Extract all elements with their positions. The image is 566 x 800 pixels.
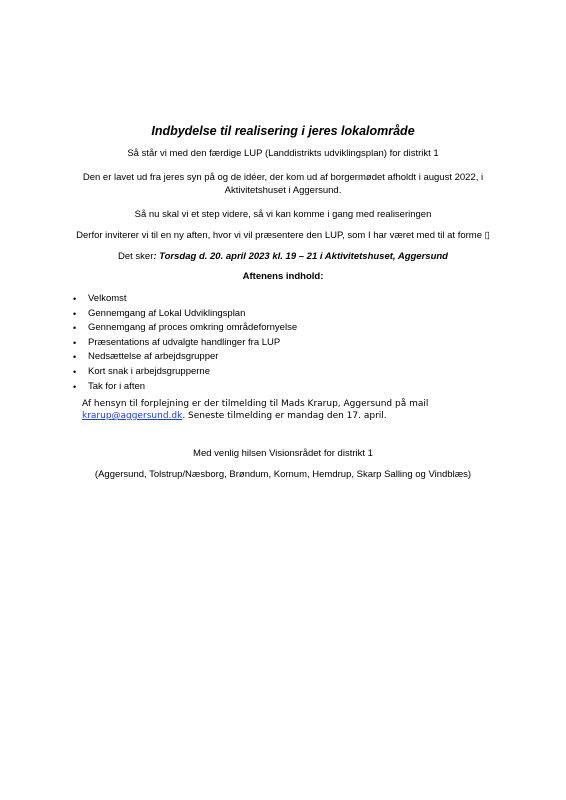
signup-email-link[interactable]: krarup@aggersund.dk — [82, 411, 183, 421]
list-item — [73, 321, 297, 336]
list-item — [73, 380, 297, 395]
background-text-line-1: Den er lavet ud fra jeres syn på og de idéer, der kom ud af borgermødet afholdt i august 2022, i — [82, 172, 484, 183]
list-item — [73, 292, 297, 307]
invite-text: Derfor inviterer vi til en ny aften, hvor vi vil præsentere den LUP, som I har været med til at forme ▯ — [76, 230, 490, 241]
bullet-icon: • — [73, 308, 77, 319]
list-item — [73, 307, 297, 322]
list-item — [73, 350, 297, 365]
list-item — [73, 336, 297, 351]
agenda-item-label: Tak for i aften — [88, 380, 146, 392]
event-label: Det sker — [118, 251, 154, 262]
greeting-text: Med venlig hilsen Visionsrådet for distrikt 1 — [193, 448, 373, 459]
next-step-text: Så nu skal vi et step videre, så vi kan komme i gang med realiseringen — [134, 209, 432, 220]
agenda-item-label: Nedsættelse af arbejdsgrupper — [88, 351, 219, 363]
agenda-heading: Aftenens indhold: — [242, 271, 324, 282]
agenda-list — [73, 292, 297, 394]
bullet-icon: • — [73, 337, 77, 348]
bullet-icon: • — [73, 366, 77, 377]
agenda-item-label: Kort snak i arbejdsgrupperne — [88, 365, 210, 377]
villages-text: (Aggersund, Tolstrup/Næsborg, Brøndum, Kornum, Hemdrup, Skarp Salling og Vindblæs) — [94, 469, 472, 480]
event-details: : Torsdag d. 20. april 2023 kl. 19 – 21 i Aktivitetshuset, Aggersund — [153, 251, 448, 262]
event-info — [40, 250, 526, 263]
bullet-icon: • — [73, 352, 77, 363]
agenda-item-label: Gennemgang af Lokal Udviklingsplan — [88, 307, 246, 319]
background-text — [40, 171, 526, 197]
signup-deadline: . Seneste tilmelding er mandag den 17. april. — [182, 411, 387, 421]
agenda-item-label: Velkomst — [88, 293, 127, 304]
signup-text: Af hensyn til forplejning er der tilmelding til Mads Krarup, Aggersund på mail — [82, 399, 429, 409]
signup-paragraph — [82, 398, 522, 422]
agenda-item-label: Gennemgang af proces omkring områdefornyelse — [88, 322, 298, 334]
invitation-title: Indbydelse til realisering i jeres lokalområde — [151, 124, 415, 138]
background-text-line-2: Aktivitetshuset i Aggersund. — [224, 185, 342, 196]
bullet-icon: • — [73, 323, 77, 334]
agenda-item-label: Præsentations af udvalgte handlinger fra LUP — [88, 336, 281, 348]
list-item — [73, 365, 297, 380]
bullet-icon: • — [73, 381, 77, 392]
bullet-icon: • — [73, 294, 77, 304]
intro-text: Så står vi med den færdige LUP (Landdistrikts udviklingsplan) for distrikt 1 — [127, 148, 439, 159]
